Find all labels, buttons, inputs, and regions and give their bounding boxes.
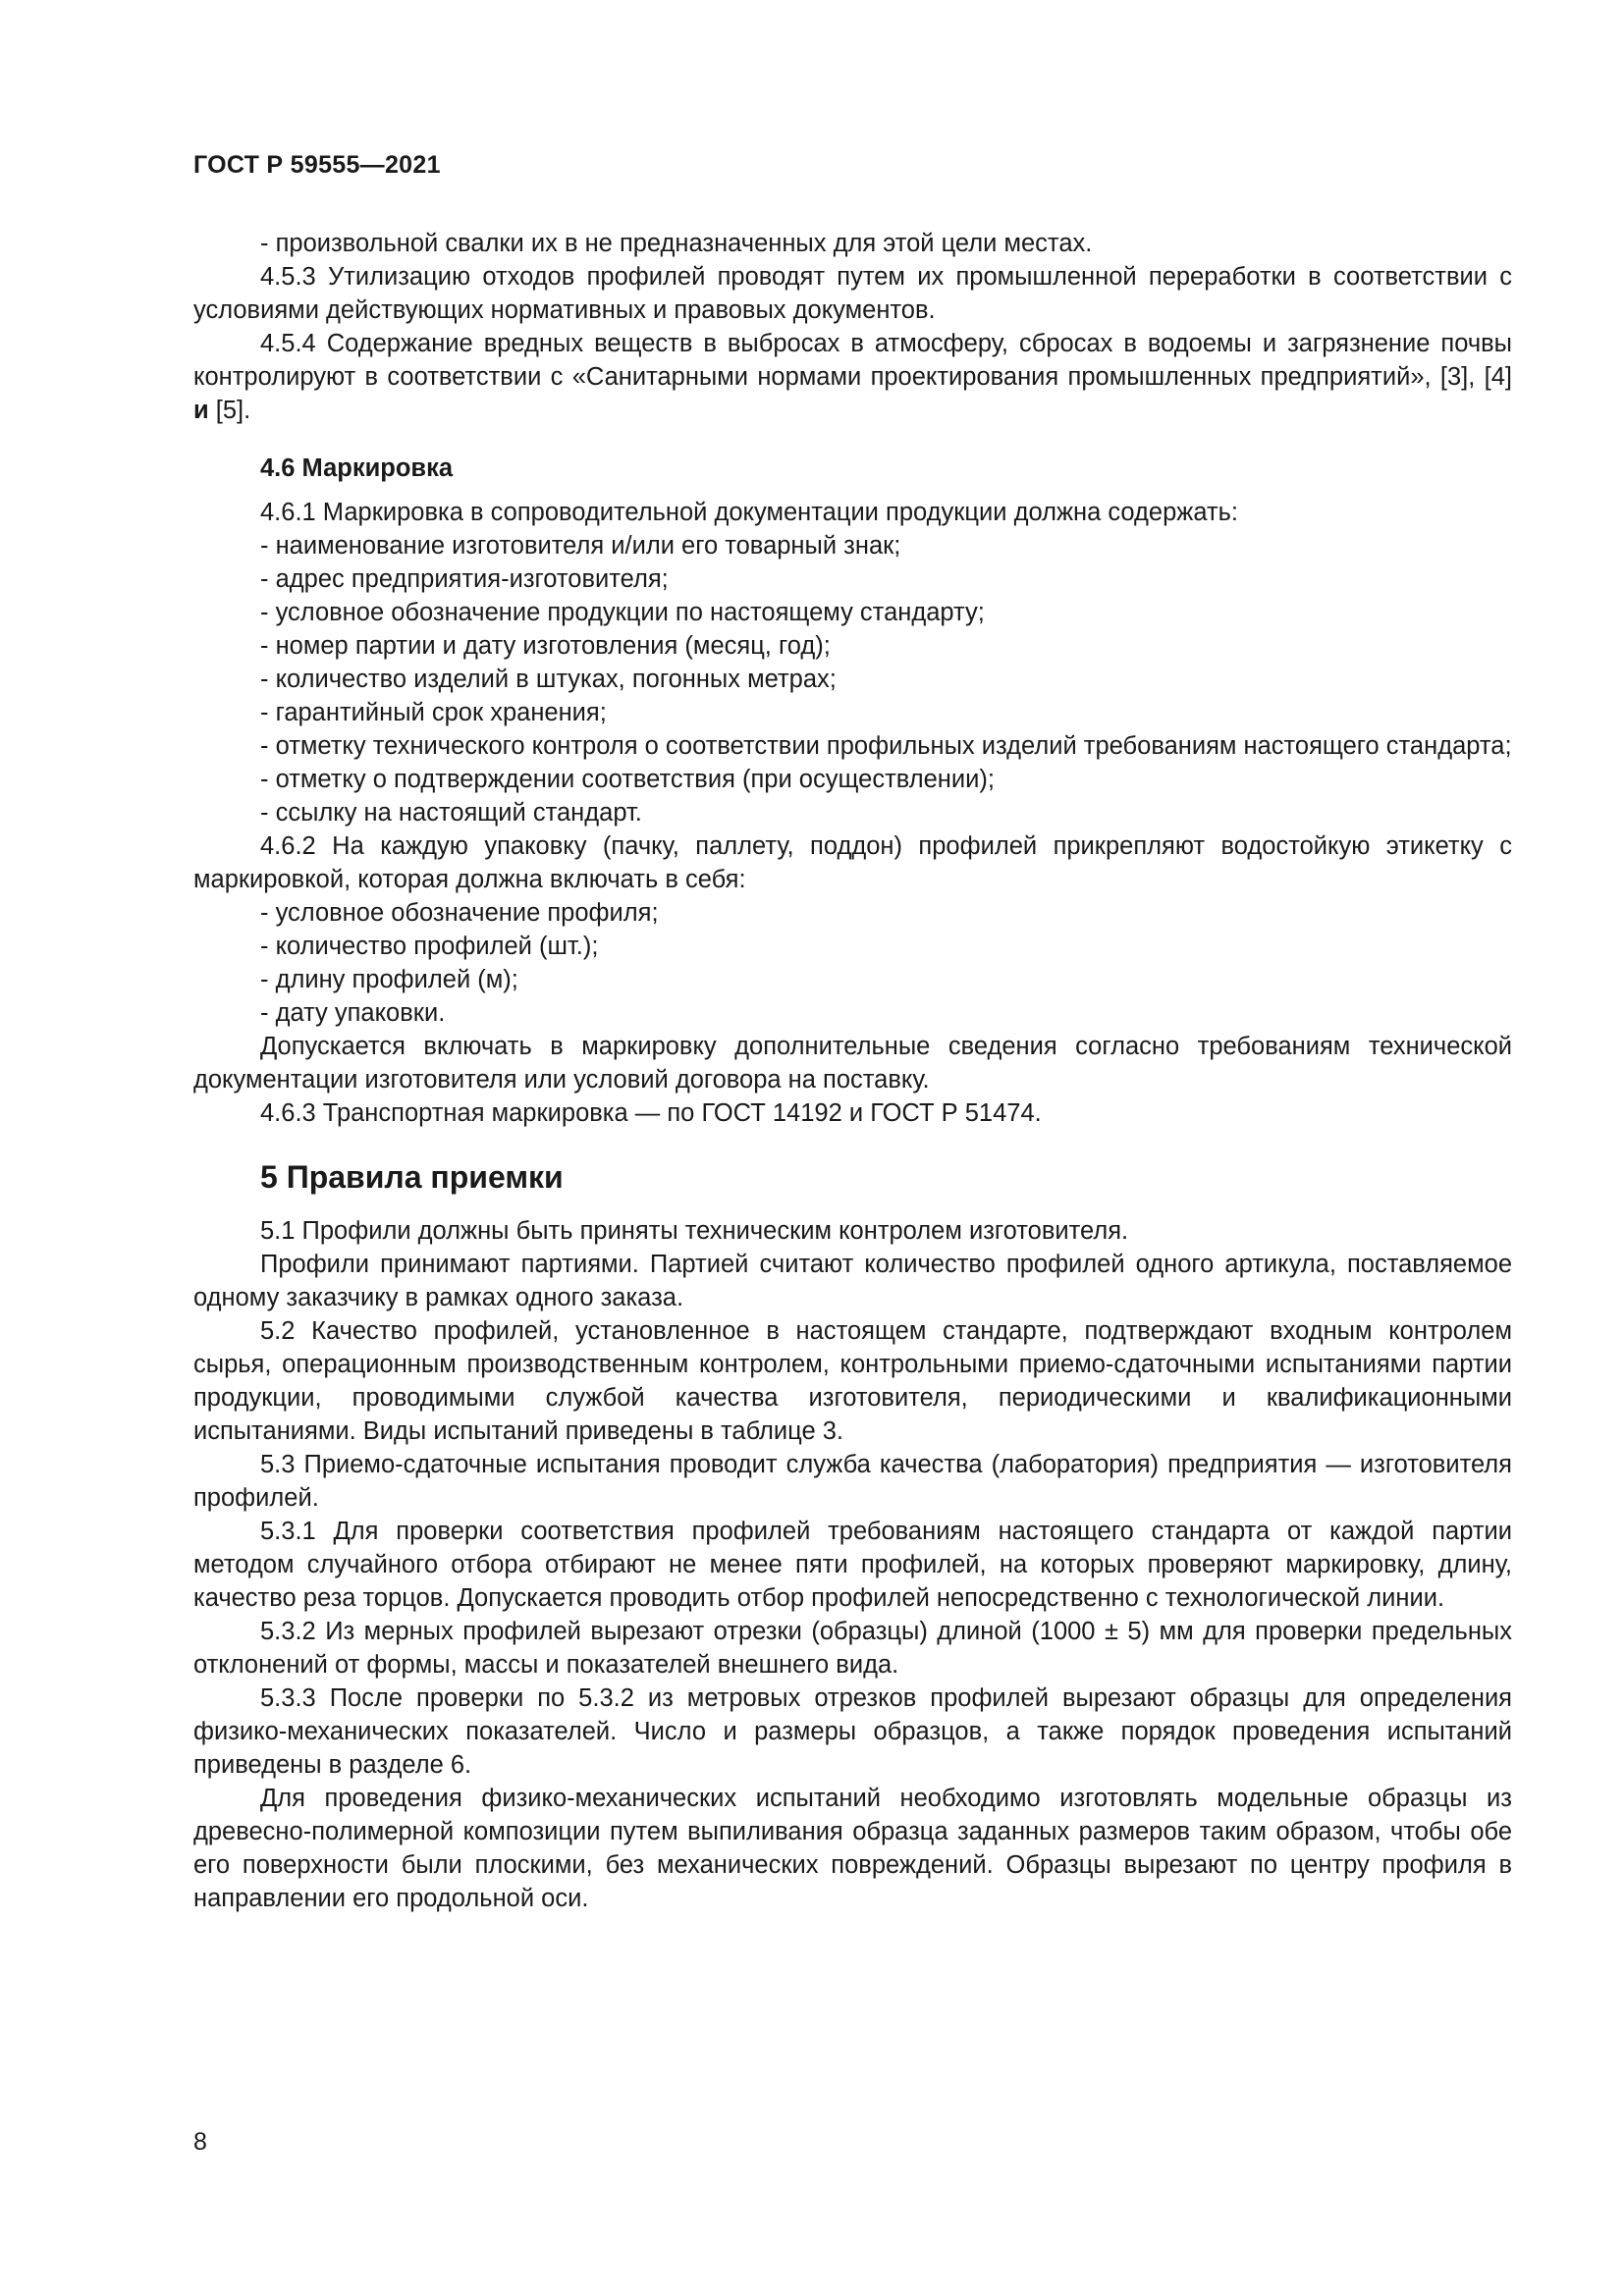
paragraph-5-3-3-samples: Для проведения физико-механических испытаний необходимо изготовлять модельные образцы из древесно-полимерной композиции путем выпиливания образца заданных размеров таким образом, чтобы обе его поверхности были плоскими, без механических повреждений. Образцы вырезают по центру профиля в направлении его продольной оси. <box>193 1785 1512 1912</box>
list-item: - условное обозначение профиля; <box>260 899 659 927</box>
paragraph-5-3: 5.3 Приемо-сдаточные испытания проводит служба качества (лаборатория) предприятия — изготовителя профилей. <box>193 1451 1512 1512</box>
list-item: - отметку технического контроля о соответствии профильных изделий требованиям настоящего стандарта; <box>260 732 1512 760</box>
paragraph-5-3-3: 5.3.3 После проверки по 5.3.2 из метровых отрезков профилей вырезают образцы для определения физико-механических показателей. Число и размеры образцов, а также порядок проведения испытаний приведены в разделе 6. <box>193 1684 1512 1779</box>
section-heading-5: 5 Правила приемки <box>260 1159 564 1195</box>
page-number: 8 <box>193 2128 207 2156</box>
list-item: - гарантийный срок хранения; <box>260 699 607 726</box>
paragraph-5-3-1: 5.3.1 Для проверки соответствия профилей требованиям настоящего стандарта от каждой партии методом случайного отбора отбирают не менее пяти профилей, на которых проверяют маркировку, длину, качество реза торцов. Допускается проводить отбор профилей непосредственно с технологической линии. <box>193 1518 1512 1612</box>
paragraph-4-5-4-ref: [5]. <box>215 397 251 424</box>
paragraph-5-1-batches: Профили принимают партиями. Партией считают количество профилей одного артикула, поставляемое одному заказчику в рамках одного заказа. <box>193 1251 1512 1311</box>
paragraph-4-5-3: 4.5.3 Утилизацию отходов профилей проводят путем их промышленной переработки в соответствии с условиями действующих нормативных и правовых документов. <box>193 263 1512 324</box>
document-code: ГОСТ Р 59555—2021 <box>193 151 441 179</box>
subsection-heading-4-6: 4.6 Маркировка <box>260 454 454 482</box>
list-item: - номер партии и дату изготовления (месяц, год); <box>260 632 831 660</box>
list-item: - отметку о подтверждении соответствия (при осуществлении); <box>260 766 995 793</box>
paragraph-5-3-2: 5.3.2 Из мерных профилей вырезают отрезки (образцы) длиной (1000 ± 5) мм для проверки предельных отклонений от формы, массы и показателей внешнего вида. <box>193 1618 1512 1679</box>
paragraph-5-1: 5.1 Профили должны быть приняты техническим контролем изготовителя. <box>260 1217 1129 1245</box>
list-item: - длину профилей (м); <box>260 966 518 993</box>
list-item: - наименование изготовителя и/или его товарный знак; <box>260 532 901 560</box>
paragraph-4-6-2: 4.6.2 На каждую упаковку (пачку, паллету, поддон) профилей прикрепляют водостойкую этикетку с маркировкой, которая должна включать в себя: <box>193 832 1512 893</box>
paragraph-5-2: 5.2 Качество профилей, установленное в настоящем стандарте, подтверждают входным контролем сырья, операционным производственным контролем, контрольными приемо-сдаточными испытаниями партии продукции, проводимыми службой качества изготовителя, периодическими и квалификационными испытаниями. Виды испытаний приведены в таблице 3. <box>193 1317 1512 1445</box>
list-item: - количество изделий в штуках, погонных метрах; <box>260 666 837 693</box>
paragraph-4-6-3: 4.6.3 Транспортная маркировка — по ГОСТ 14192 и ГОСТ Р 51474. <box>260 1099 1042 1127</box>
list-item: - ссылку на настоящий стандарт. <box>260 799 642 827</box>
document-body <box>193 227 1512 1915</box>
list-item: - количество профилей (шт.); <box>260 933 599 960</box>
list-item: - произвольной свалки их в не предназначенных для этой цели местах. <box>260 230 1093 257</box>
paragraph-4-5-4 <box>193 327 1512 427</box>
paragraph-4-6-1: 4.6.1 Маркировка в сопроводительной документации продукции должна содержать: <box>260 499 1239 526</box>
paragraph-4-6-2-note: Допускается включать в маркировку дополнительные сведения согласно требованиям технической документации изготовителя или условий договора на поставку. <box>193 1033 1512 1094</box>
list-item: - условное обозначение продукции по настоящему стандарту; <box>260 599 985 626</box>
list-item: - дату упаковки. <box>260 999 446 1027</box>
list-item: - адрес предприятия-изготовителя; <box>260 565 669 593</box>
paragraph-4-5-4-text: 4.5.4 Содержание вредных веществ в выбросах в атмосферу, сбросах в водоемы и загрязнение почвы контролируют в соответствии с «Санитарными нормами проектирования промышленных предприятий», [3], [4] <box>193 330 1512 391</box>
conjunction-bold: и <box>193 397 209 424</box>
